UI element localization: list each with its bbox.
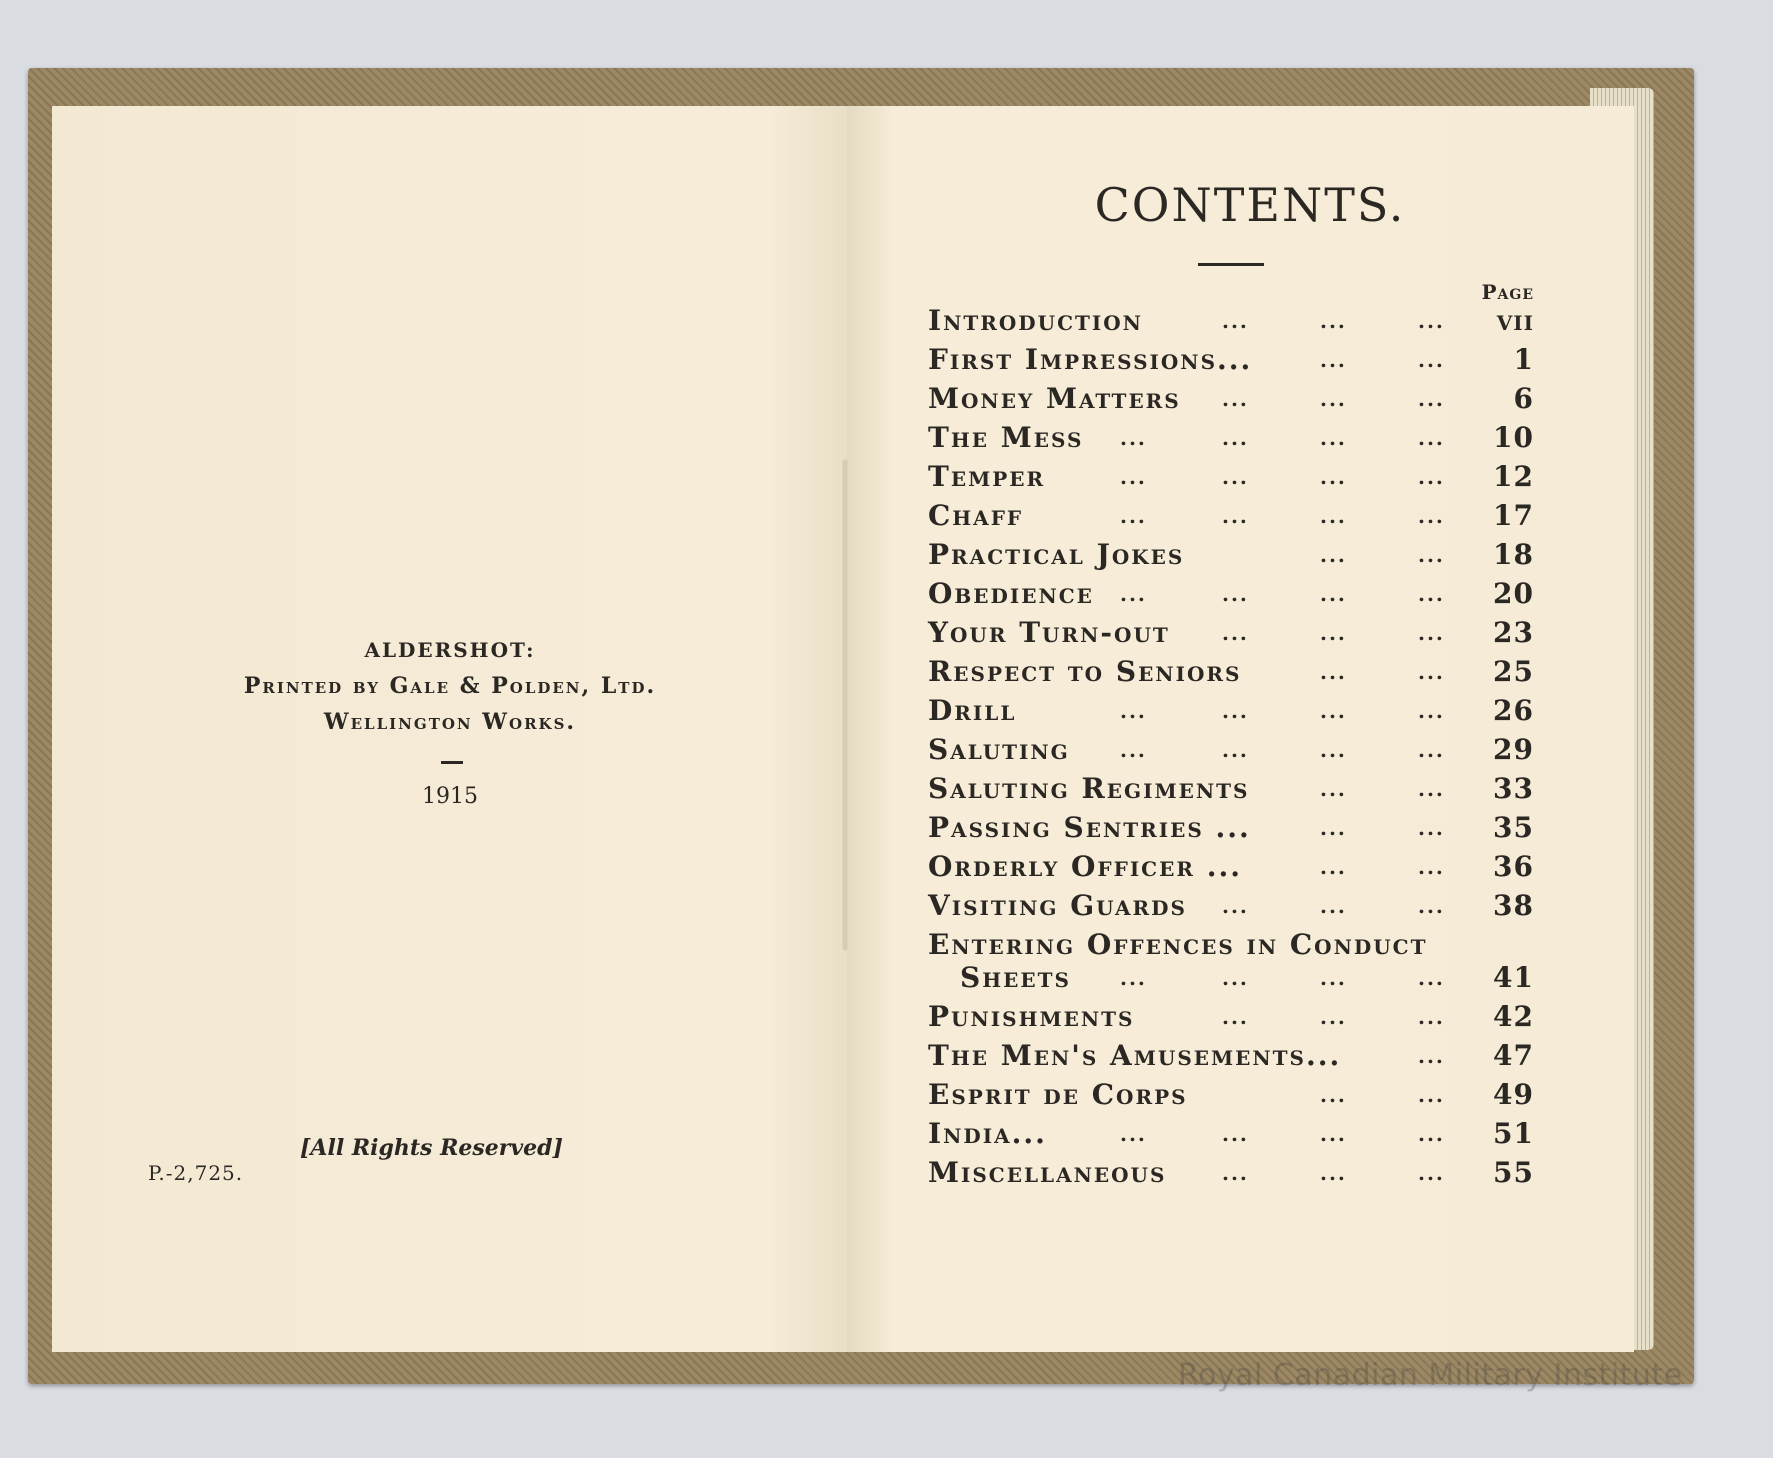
toc-entry: Miscellaneous ... ... ... 55 <box>928 1154 1534 1192</box>
toc-entry-label: Practical Jokes <box>928 538 1185 571</box>
toc-entry-page: 17 <box>1493 499 1534 532</box>
toc-entry-label: Orderly Officer ... <box>928 850 1242 883</box>
toc-entry-label: Your Turn-out <box>928 616 1170 649</box>
toc-entry-page: vii <box>1496 304 1534 337</box>
toc-entry-label: Saluting Regiments <box>928 772 1250 805</box>
toc-entry: Punishments ... ... ... 42 <box>928 998 1534 1036</box>
rights-notice: [All Rights Reserved] <box>300 1135 563 1161</box>
toc-entry: Your Turn-out ... ... ... 23 <box>928 614 1534 652</box>
toc-entry-page: 18 <box>1493 538 1534 571</box>
toc-entry-page: 29 <box>1493 733 1534 766</box>
toc-entry-page: 20 <box>1493 577 1534 610</box>
toc-entry: Visiting Guards ... ... ... 38 <box>928 887 1534 925</box>
toc-entry-label: Miscellaneous <box>928 1156 1167 1189</box>
toc-entry-page: 35 <box>1493 811 1534 844</box>
toc-entry-page: 33 <box>1493 772 1534 805</box>
toc-entry-label: Temper <box>928 460 1046 493</box>
toc-entry: Drill ... ... ... ... 26 <box>928 692 1534 730</box>
toc-entry-page: 41 <box>1493 961 1534 994</box>
toc-entry-page: 26 <box>1493 694 1534 727</box>
print-number: P.-2,725. <box>148 1161 244 1185</box>
watermark: Royal Canadian Military Institute <box>1178 1358 1683 1393</box>
toc-entry: First Impressions... ... ... 1 <box>928 341 1534 379</box>
imprint-location: ALDERSHOT: <box>364 638 536 662</box>
imprint-printer: Printed by Gale & Polden, Ltd. <box>243 673 657 699</box>
toc-entry-label: Visiting Guards <box>928 889 1187 922</box>
toc-entry: Practical Jokes ... ... 18 <box>928 536 1534 574</box>
toc-entry: Sheets ... ... ... ... 41 <box>928 959 1534 997</box>
toc-entry-label: Passing Sentries ... <box>928 811 1251 844</box>
toc-entry-label: Respect to Seniors <box>928 655 1242 688</box>
toc-entry-page: 25 <box>1493 655 1534 688</box>
toc-entry-label: Introduction <box>928 304 1143 337</box>
toc-entry-label: Saluting <box>928 733 1070 766</box>
toc-entry: Respect to Seniors ... ... 25 <box>928 653 1534 691</box>
toc-entry-page: 10 <box>1493 421 1534 454</box>
toc-entry-label: First Impressions... <box>928 343 1253 376</box>
toc-entry: Obedience ... ... ... ... 20 <box>928 575 1534 613</box>
toc-entry-label: Entering Offences in Conduct <box>928 928 1428 961</box>
toc-entry-page: 47 <box>1493 1039 1534 1072</box>
toc-entry-page: 42 <box>1493 1000 1534 1033</box>
imprint-works: Wellington Works. <box>323 709 577 735</box>
contents-title: CONTENTS. <box>1094 178 1406 232</box>
toc-entry-page: 55 <box>1493 1156 1534 1189</box>
toc-entry: Chaff ... ... ... ... 17 <box>928 497 1534 535</box>
toc-entry-label: Punishments <box>928 1000 1135 1033</box>
toc-entry-label: India... <box>928 1117 1047 1150</box>
title-rule <box>1198 263 1264 266</box>
toc-entry: The Men's Amusements... ... 47 <box>928 1037 1534 1075</box>
imprint-year: 1915 <box>422 784 478 809</box>
toc-entry: India... ... ... ... ... 51 <box>928 1115 1534 1153</box>
imprint-dash <box>441 761 463 764</box>
toc-entry: Orderly Officer ... ... ... 36 <box>928 848 1534 886</box>
toc-entry-label: Sheets <box>960 961 1071 994</box>
toc-entry-label: Money Matters <box>928 382 1181 415</box>
binding-stitch <box>843 460 847 950</box>
toc-entry-label: Drill <box>928 694 1017 727</box>
toc-entry-page: 38 <box>1493 889 1534 922</box>
toc-entry-page: 23 <box>1493 616 1534 649</box>
toc-entry: Money Matters ... ... ... 6 <box>928 380 1534 418</box>
toc-entry-page: 6 <box>1513 382 1534 415</box>
toc-entry-page: 36 <box>1493 850 1534 883</box>
toc-entry-label: Obedience <box>928 577 1094 610</box>
toc-entry: Saluting Regiments ... ... 33 <box>928 770 1534 808</box>
toc-entry-page: 1 <box>1513 343 1534 376</box>
toc-entry-page: 49 <box>1493 1078 1534 1111</box>
toc-entry: Introduction ... ... ... vii <box>928 302 1534 340</box>
toc-entry-label: The Men's Amusements... <box>928 1039 1342 1072</box>
toc-entry-label: Chaff <box>928 499 1024 532</box>
toc-entry: Passing Sentries ... ... ... 35 <box>928 809 1534 847</box>
toc-entry: The Mess ... ... ... ... 10 <box>928 419 1534 457</box>
toc-entry-page: 12 <box>1493 460 1534 493</box>
page-column-header: Page <box>1481 280 1534 304</box>
toc-entry: Saluting ... ... ... ... 29 <box>928 731 1534 769</box>
toc-entry-label: Esprit de Corps <box>928 1078 1188 1111</box>
toc-entry-page: 51 <box>1493 1117 1534 1150</box>
toc-entry: Esprit de Corps ... ... 49 <box>928 1076 1534 1114</box>
toc-entry-label: The Mess <box>928 421 1084 454</box>
toc-entry: Temper ... ... ... ... 12 <box>928 458 1534 496</box>
